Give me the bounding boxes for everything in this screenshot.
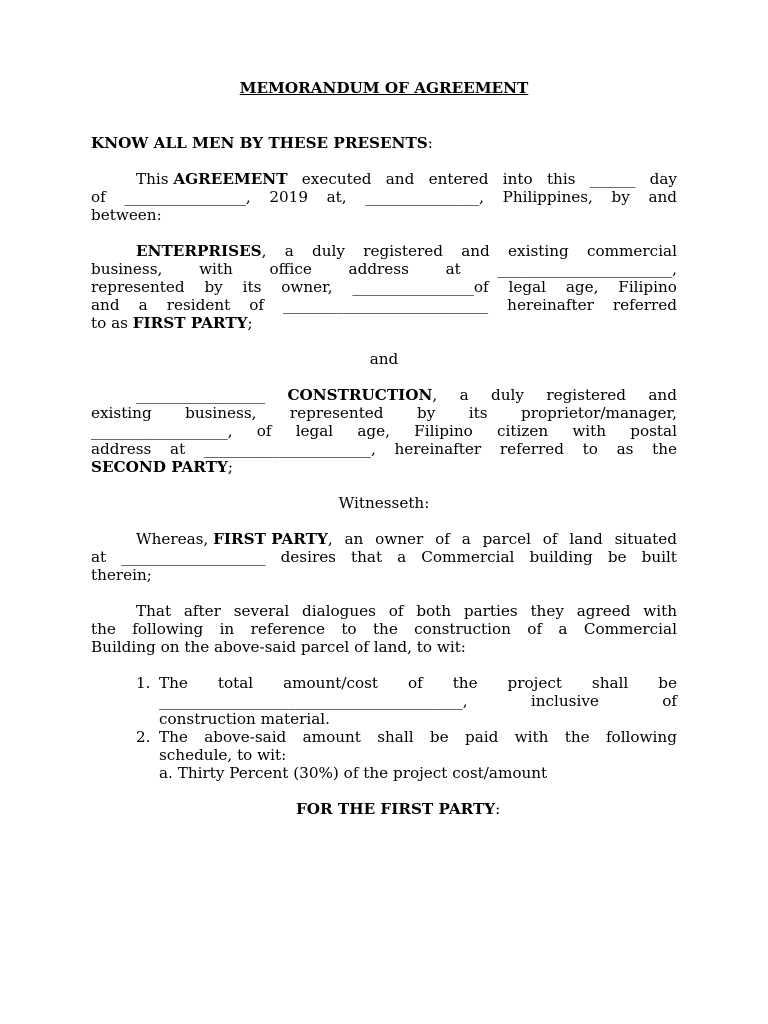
first-party-line-5: to as FIRST PARTY; [91,314,253,332]
dialogues-line-3: Building on the above-said parcel of land, to wit: [91,638,466,656]
word: of [407,674,423,692]
first-party-line-2 [91,260,677,278]
word: agreed [576,602,631,620]
word: _______________________, [497,260,677,278]
word: a [138,296,148,314]
word: a [284,242,294,260]
word: owner [375,530,424,548]
word: reference [250,620,325,638]
word: an [344,530,364,548]
word: of [527,620,543,638]
word: this [546,170,576,188]
second-party-line-5: SECOND PARTY; [91,458,233,476]
word: business, [91,260,163,278]
word: a [461,530,471,548]
word: Commercial [583,620,677,638]
word: both [416,602,452,620]
word: ________________of [352,278,489,296]
word: 2019 [269,188,308,206]
word: that [351,548,383,566]
word: project [507,674,562,692]
word: they [530,602,564,620]
intro-line-1 [136,170,677,188]
item-2-line-2: schedule, to wit: [159,746,287,764]
word: to [582,440,598,458]
word: at, [326,188,347,206]
word: parties [463,602,518,620]
word: building [529,548,593,566]
word: referred [499,440,564,458]
whereas-line-1 [136,530,677,548]
word: The [159,674,188,692]
and-separator: and [369,350,399,368]
word: duly [491,386,524,404]
word: the [452,674,478,692]
word: proprietor/manager, [520,404,677,422]
word: The [159,728,188,746]
intro-line-3: between: [91,206,162,224]
word: total [217,674,254,692]
whereas-line-3: therein; [91,566,152,584]
word: built [641,548,677,566]
item-1-line-1 [159,674,677,692]
item-2a: a. Thirty Percent (30%) of the project cost/amount [159,764,548,782]
word: in [219,620,235,638]
word: with [514,728,549,746]
word: and [461,242,490,260]
word: age, [357,422,390,440]
word: and [91,296,120,314]
word: the [91,620,116,638]
word: and [385,170,415,188]
word: age, [565,278,599,296]
word: ___________________________ [283,296,489,314]
word: of [435,530,450,548]
word: hereinafter [394,440,482,458]
word: the [372,620,398,638]
word: _________________ [136,386,266,404]
word: Filipino [414,422,473,440]
word: registered [546,386,627,404]
word: shall [591,674,629,692]
second-party-line-1 [136,386,677,404]
second-party-line-4 [91,440,677,458]
word: of [256,422,272,440]
second-party-line-2 [91,404,677,422]
word: Philippines, [502,188,593,206]
word: represented [289,404,384,422]
word: with [199,260,233,278]
word: at [445,260,461,278]
word: above-said [204,728,287,746]
word: by [204,278,223,296]
intro-line-2 [91,188,677,206]
word: owner, [281,278,333,296]
word: situated [614,530,677,548]
word: a [558,620,568,638]
dialogues-line-2 [91,620,677,638]
item-1-line-3: construction material. [159,710,330,728]
word: day [649,170,677,188]
word: ENTERPRISES, [136,242,267,260]
word: be [429,728,449,746]
word: by [611,188,630,206]
document-title: MEMORANDUM OF AGREEMENT [239,79,529,97]
word: This AGREEMENT [136,170,288,188]
word: legal [508,278,546,296]
item-1-line-2 [159,692,677,710]
word: after [183,602,221,620]
word: of [542,530,558,548]
first-party-line-4 [91,296,677,314]
word: parcel [482,530,531,548]
word: to [341,620,357,638]
word: represented [91,278,185,296]
word: address [91,440,152,458]
dialogues-line-1 [136,602,677,620]
word: by [416,404,436,422]
word: shall [377,728,414,746]
word: duly [312,242,345,260]
word: land [569,530,603,548]
word: of [91,188,106,206]
word: __________________, [91,422,233,440]
word: That [136,602,172,620]
word: with [643,602,677,620]
word: resident [166,296,231,314]
word: existing [508,242,569,260]
word: following [605,728,677,746]
witnesseth-heading: Witnesseth: [338,494,430,512]
word: entered [428,170,489,188]
word: be [607,548,627,566]
word: commercial [586,242,677,260]
word: into [502,170,533,188]
word: registered [363,242,443,260]
word: address [348,260,409,278]
word: of [662,692,677,710]
word: amount [302,728,361,746]
word: executed [301,170,372,188]
word: referred [612,296,677,314]
word: ________________________________________, [159,692,468,710]
word: and [648,386,677,404]
word: of [388,602,404,620]
word: postal [630,422,677,440]
word: legal [295,422,334,440]
word: at [170,440,186,458]
word: Commercial [421,548,515,566]
word: the [652,440,677,458]
word: dialogues [302,602,376,620]
word: business, [185,404,257,422]
word: several [233,602,290,620]
item-2-line-1 [159,728,677,746]
word: amount/cost [283,674,379,692]
whereas-line-2 [91,548,677,566]
word: a [459,386,469,404]
word: Filipino [618,278,677,296]
word: existing [91,404,152,422]
item-2-number: 2. [136,728,151,746]
word: with [572,422,607,440]
word: desires [280,548,336,566]
word: CONSTRUCTION, [287,386,438,404]
word: _______________, [365,188,484,206]
word: office [269,260,312,278]
word: and [648,188,677,206]
word: of [249,296,265,314]
word: citizen [497,422,549,440]
word: its [242,278,262,296]
first-party-line-3 [91,278,677,296]
word: hereinafter [507,296,594,314]
word: following [132,620,204,638]
second-party-line-3 [91,422,677,440]
word: its [468,404,488,422]
word: ______ [589,170,636,188]
word: a [397,548,407,566]
word: inclusive [530,692,599,710]
word: the [564,728,590,746]
word: ___________________ [121,548,266,566]
word: ________________, [124,188,251,206]
word: paid [464,728,499,746]
signature-heading: FOR THE FIRST PARTY: [296,800,501,818]
word: ______________________, [203,440,376,458]
word: construction [414,620,511,638]
word: be [658,674,677,692]
item-1-number: 1. [136,674,151,692]
know-all-heading: KNOW ALL MEN BY THESE PRESENTS: [91,134,433,152]
first-party-line-1 [136,242,677,260]
word: as [616,440,634,458]
word: Whereas, FIRST PARTY, [136,530,333,548]
word: at [91,548,107,566]
